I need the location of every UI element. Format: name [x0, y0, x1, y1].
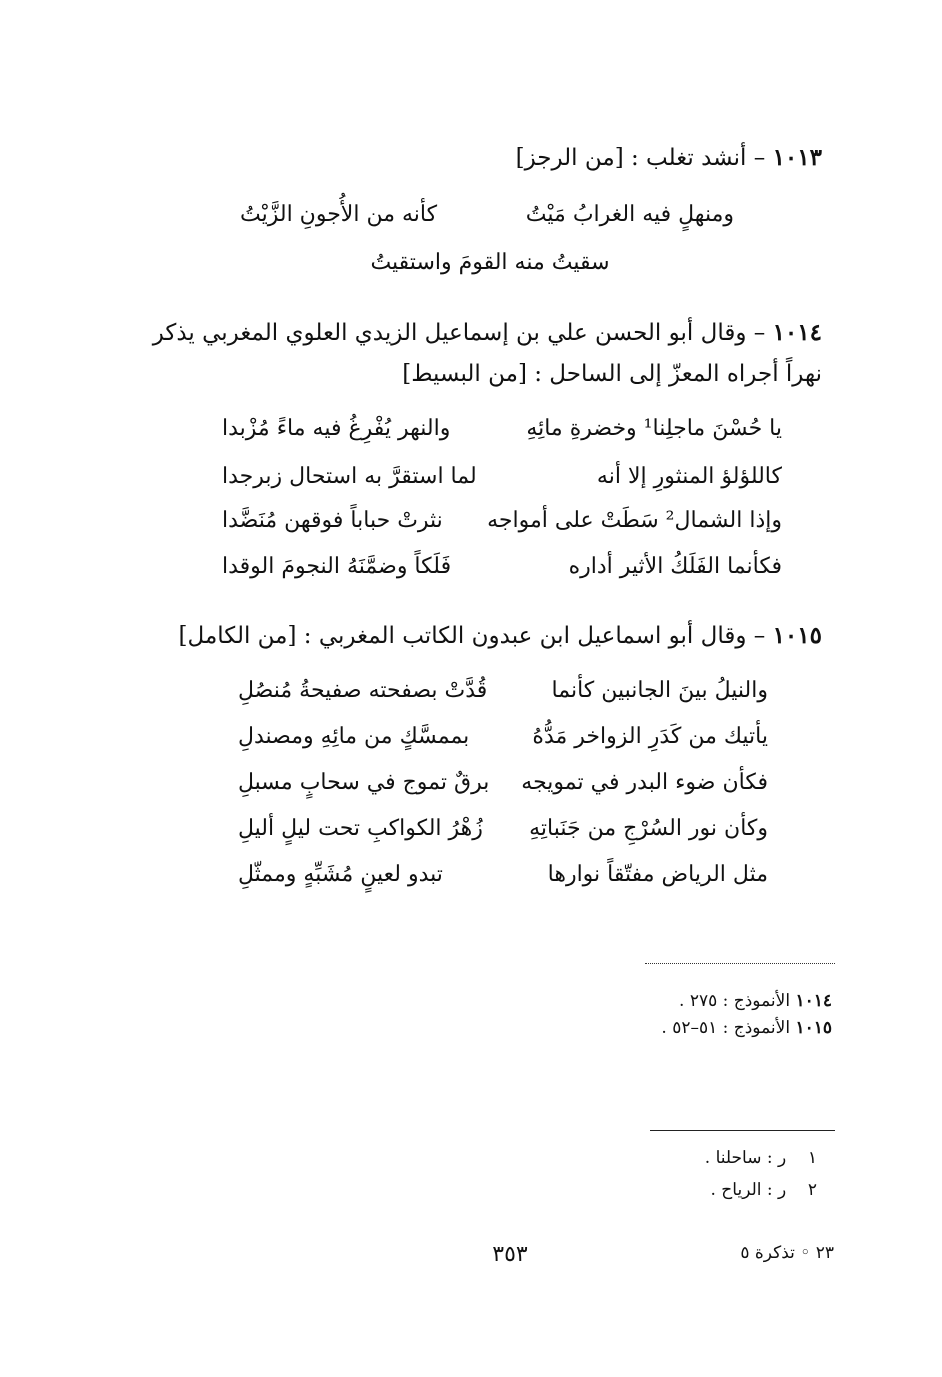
entry-1014-heading-continued	[402, 358, 822, 390]
verse-second-hemistich: كأنه من الأُجونِ الزَّيْتُ	[240, 202, 438, 227]
meter-label: [من الكامل]	[178, 623, 297, 649]
verse-second-hemistich: بممسَّكٍ من مائِهِ ومصندلِ	[238, 724, 470, 749]
entry-1014-heading	[153, 317, 822, 349]
verse	[238, 722, 768, 754]
verse	[238, 768, 768, 800]
source-text: الأنموذج : ٥١–٥٢ .	[661, 1018, 791, 1038]
verse	[238, 860, 768, 892]
verse-first-hemistich: وكأن نور السُرْجِ من جَنَباتِهِ	[529, 816, 768, 841]
entry-1015-heading	[179, 620, 822, 652]
verse	[222, 414, 782, 446]
source-line	[661, 1015, 832, 1041]
source-entry-number: ١٠١٥	[795, 1018, 832, 1038]
verse-first-hemistich: وإذا الشمال² سَطَتْ على أمواجه	[487, 508, 782, 533]
sources-divider	[645, 963, 835, 964]
entry-intro: – وقال أبو اسماعيل ابن عبدون الكاتب المغربي :	[303, 623, 766, 649]
footnotes-divider	[650, 1130, 835, 1131]
verse-second-hemistich: فَلَكاً وضمَّنَهُ النجومَ الوقدا	[222, 554, 452, 579]
verse	[238, 814, 768, 846]
entry-intro: – وقال أبو الحسن علي بن إسماعيل الزيدي العلوي المغربي يذكر	[152, 320, 766, 346]
footnote	[711, 1177, 818, 1203]
footnote	[705, 1145, 817, 1171]
meter-label: [من البسيط]	[402, 361, 527, 387]
footnote-marker: ١	[807, 1148, 817, 1168]
footnote-text: ر : ساحلنا .	[704, 1148, 787, 1168]
verse-second-hemistich: قُدَّتْ بصفحته صفيحةُ مُنصُلِ	[238, 678, 488, 703]
meter-label: [من الرجز]	[515, 145, 624, 171]
single-line-verse: سقيتُ منه القومَ واستقيتُ	[370, 250, 610, 275]
verse-first-hemistich: يأتيك من كَدَرِ الزواخر مَدُّهُ	[532, 724, 768, 749]
verse-first-hemistich: ومنهلٍ فيه الغرابُ مَيْتُ	[525, 202, 734, 227]
verse-second-hemistich: لما استقرَّ به استحال زبرجدا	[222, 464, 477, 489]
verse-first-hemistich: فكأنما الفَلَكُ الأثير أداره	[568, 554, 782, 579]
entry-number: ١٠١٥	[772, 622, 822, 649]
verse-first-hemistich: كاللؤلؤ المنثورِ إلا أنه	[596, 464, 782, 489]
verse	[222, 552, 782, 584]
entry-1013-heading	[516, 142, 822, 174]
entry-intro: – أنشد تغلب :	[631, 145, 766, 171]
verse	[238, 676, 768, 708]
verse-first-hemistich: فكأن ضوء البدر في تمويجه	[521, 770, 768, 795]
verse	[222, 506, 782, 538]
verse-second-hemistich: والنهر يُفْرِغُ فيه ماءً مُزْبدا	[222, 416, 451, 441]
footnote-text: ر : الرياح .	[710, 1180, 787, 1200]
verse-first-hemistich: والنيلُ بينَ الجانبين كأنما	[551, 678, 768, 703]
footnote-marker: ٢	[807, 1180, 817, 1200]
source-line	[679, 988, 832, 1014]
verse-second-hemistich: نثرتْ حباباً فوقهن مُنَضَّدا	[222, 508, 443, 533]
source-entry-number: ١٠١٤	[795, 991, 832, 1011]
source-text: الأنموذج : ٢٧٥ .	[679, 991, 791, 1011]
verse-second-hemistich: زُهْرُ الكواكبِ تحت ليلٍ أليلِ	[238, 816, 483, 841]
verse-first-hemistich: مثل الرياض مفتّقاً نوارها	[547, 862, 768, 887]
verse	[240, 200, 734, 232]
entry-number: ١٠١٤	[772, 319, 822, 346]
page-number: ٣٥٣	[492, 1242, 528, 1267]
entry-number: ١٠١٣	[772, 144, 822, 171]
printer-signature: ٢٣ ◦ تذكرة ٥	[740, 1243, 834, 1263]
verse	[222, 462, 782, 494]
verse-second-hemistich: برقٌ تموج في سحابٍ مسبلِ	[238, 770, 490, 795]
entry-intro: نهراً أجراه المعزّ إلى الساحل :	[534, 361, 822, 387]
verse-second-hemistich: تبدو لعينٍ مُشَبِّهٍ وممثّلِ	[238, 862, 443, 887]
verse-first-hemistich: يا حُسْنَ ماجلِنا¹ وخضرةِ مائِهِ	[526, 416, 782, 441]
